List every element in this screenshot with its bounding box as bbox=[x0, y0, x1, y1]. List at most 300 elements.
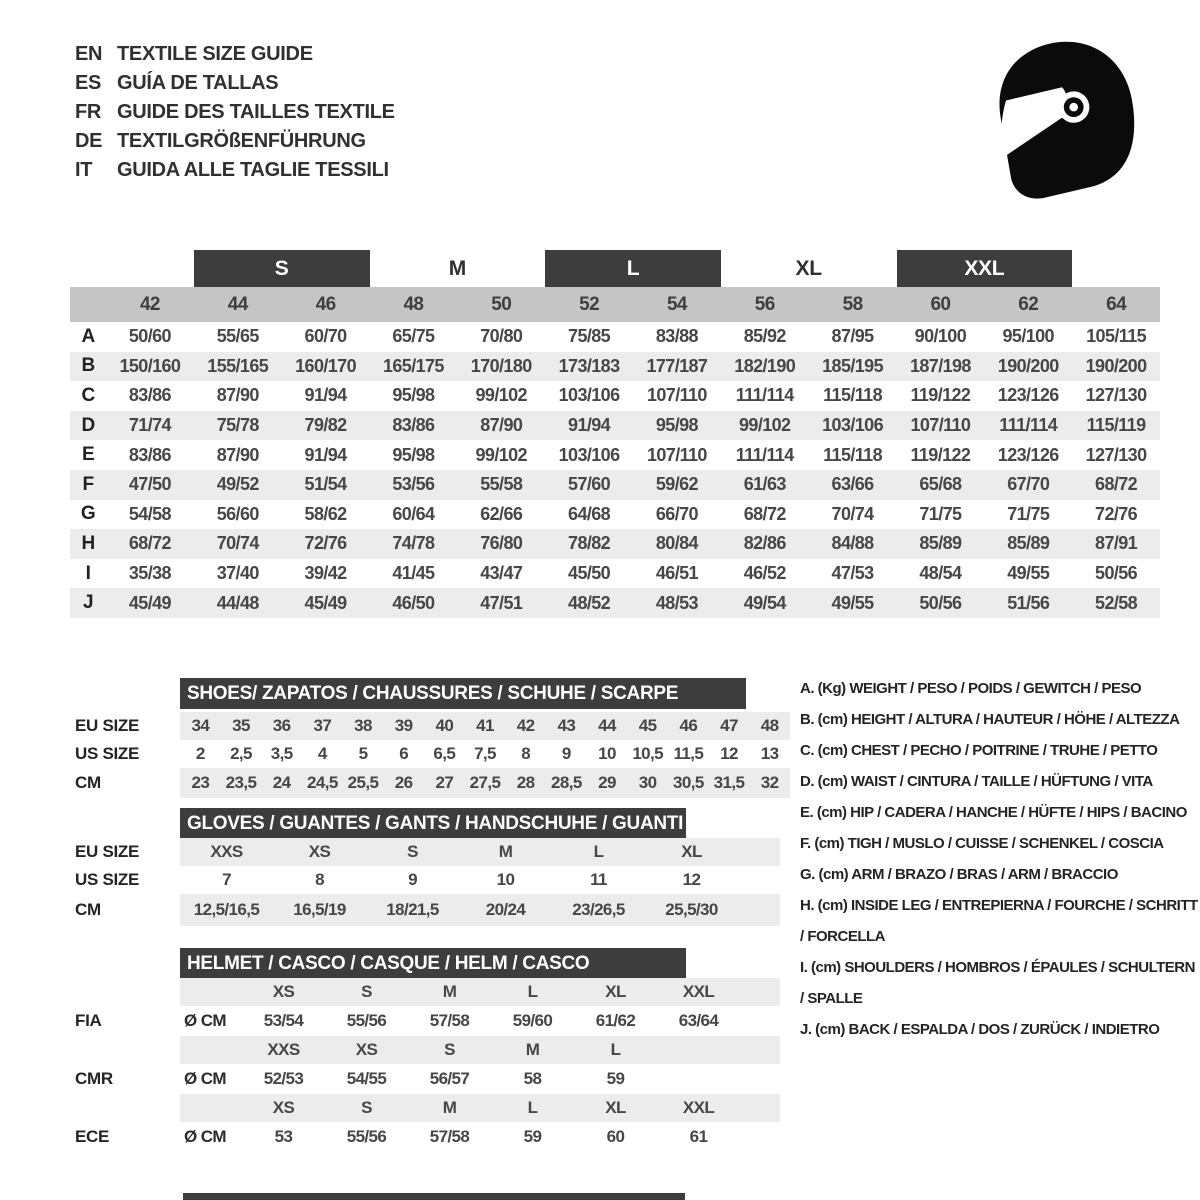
size-value: 10 bbox=[496, 870, 515, 889]
size-value: 6 bbox=[399, 744, 409, 763]
table-row bbox=[70, 322, 1160, 352]
table-row bbox=[70, 559, 1160, 589]
size-value: XS bbox=[308, 842, 331, 861]
size-value: 48/53 bbox=[655, 592, 698, 613]
legend-item: A. (Kg) WEIGHT / PESO / POIDS / GEWITCH / PESO bbox=[800, 680, 1142, 697]
size-value: 45 bbox=[638, 716, 657, 735]
language-title-list bbox=[75, 40, 395, 185]
table-row bbox=[70, 411, 1160, 441]
size-value: 42 bbox=[516, 716, 535, 735]
size-value: 16,5/19 bbox=[293, 900, 346, 919]
row-letter: C bbox=[81, 384, 95, 406]
gloves-section-title: GLOVES / GUANTES / GANTS / HANDSCHUHE / GUANTI bbox=[187, 812, 684, 834]
size-value: 46 bbox=[679, 716, 698, 735]
size-value: 65/68 bbox=[919, 474, 962, 495]
size-value: 91/94 bbox=[304, 385, 347, 406]
size-value: 87/95 bbox=[831, 326, 874, 347]
size-value: 170/180 bbox=[470, 355, 532, 376]
helmet-value: 53/54 bbox=[263, 1011, 304, 1030]
helmet-value: 61/62 bbox=[595, 1011, 636, 1030]
size-value: 52/58 bbox=[1095, 592, 1138, 613]
row-letter: F bbox=[82, 473, 94, 495]
cut-off-section-bar bbox=[183, 1193, 685, 1200]
size-value: 72/76 bbox=[304, 533, 347, 554]
numeric-size: 50 bbox=[491, 293, 512, 315]
size-value: 64/68 bbox=[568, 503, 611, 524]
helmet-values-band bbox=[180, 1006, 780, 1036]
size-value: S bbox=[407, 842, 418, 861]
numeric-size: 48 bbox=[403, 293, 424, 315]
size-value: 74/78 bbox=[392, 533, 435, 554]
helmet-size: L bbox=[527, 1098, 538, 1117]
size-group-xxl: XXL bbox=[897, 250, 1073, 287]
helmet-size: S bbox=[361, 1098, 372, 1117]
size-value: 5 bbox=[358, 744, 368, 763]
row-letter: D bbox=[81, 414, 95, 436]
size-value: 35 bbox=[232, 716, 250, 735]
size-value: 90/100 bbox=[914, 326, 967, 347]
shoes-row-band bbox=[180, 712, 790, 740]
row-letter: J bbox=[83, 592, 93, 614]
language-title: TEXTILGRÖßENFÜHRUNG bbox=[117, 130, 366, 152]
size-group-header-row bbox=[70, 250, 1160, 287]
size-value: 51/56 bbox=[1007, 592, 1050, 613]
helmet-section-header bbox=[180, 948, 686, 979]
size-value: 127/130 bbox=[1085, 444, 1147, 465]
row-letter: E bbox=[81, 444, 95, 466]
measurement-legend bbox=[800, 673, 1200, 1045]
language-row bbox=[75, 69, 395, 98]
size-value: 41/45 bbox=[392, 563, 435, 584]
size-value: 95/98 bbox=[392, 385, 435, 406]
size-value: 45/49 bbox=[128, 592, 171, 613]
helmet-value: 52/53 bbox=[263, 1069, 304, 1088]
size-value: 39/42 bbox=[304, 563, 347, 584]
size-value: 103/106 bbox=[558, 444, 620, 465]
row-letter: B bbox=[81, 355, 95, 377]
size-value: 23/26,5 bbox=[572, 900, 625, 919]
size-value: 60/64 bbox=[392, 503, 435, 524]
size-value: 71/75 bbox=[919, 503, 962, 524]
language-code: ES bbox=[75, 72, 102, 94]
row-letter: I bbox=[85, 562, 91, 584]
numeric-size: 44 bbox=[227, 293, 248, 315]
size-value: 70/80 bbox=[480, 326, 523, 347]
size-value: 2,5 bbox=[230, 744, 252, 763]
gloves-row-band bbox=[180, 894, 780, 926]
helmet-value bbox=[657, 1064, 740, 1094]
row-letter: A bbox=[81, 325, 95, 347]
helmet-value: 54/55 bbox=[346, 1069, 387, 1088]
shoes-row-label: US SIZE bbox=[75, 744, 140, 763]
table-row bbox=[70, 352, 1160, 382]
helmet-size: M bbox=[442, 982, 457, 1001]
helmet-value: 56/57 bbox=[429, 1069, 470, 1088]
helmet-size: XS bbox=[355, 1040, 378, 1059]
size-value: 79/82 bbox=[304, 415, 347, 436]
helmet-value: 61 bbox=[689, 1127, 708, 1146]
size-value: 50/56 bbox=[919, 592, 962, 613]
size-value: 50/60 bbox=[128, 326, 171, 347]
helmet-standard-label: ECE bbox=[75, 1127, 110, 1146]
legend-item: B. (cm) HEIGHT / ALTURA / HAUTEUR / HÖHE / ALTEZZA bbox=[800, 711, 1180, 728]
size-value: 45/49 bbox=[304, 592, 347, 613]
size-group-l: L bbox=[545, 250, 721, 287]
size-value: 23,5 bbox=[225, 773, 257, 792]
helmet-value: 60 bbox=[606, 1127, 625, 1146]
size-value: 37 bbox=[313, 716, 332, 735]
size-value: 66/70 bbox=[655, 503, 698, 524]
size-value: 65/75 bbox=[392, 326, 435, 347]
language-code: FR bbox=[75, 101, 102, 123]
size-value: 47/50 bbox=[128, 474, 171, 495]
table-row bbox=[70, 381, 1160, 411]
size-value: 107/110 bbox=[646, 385, 707, 406]
helmet-size: S bbox=[361, 982, 372, 1001]
size-value: 165/175 bbox=[382, 355, 444, 376]
size-value: 61/63 bbox=[743, 474, 786, 495]
unit-spacer bbox=[180, 1094, 242, 1122]
size-value: 51/54 bbox=[304, 474, 347, 495]
legend-item: H. (cm) INSIDE LEG / ENTREPIERNA / FOURCHE / SCHRITT / FORCELLA bbox=[800, 897, 1198, 945]
size-value: 80/84 bbox=[655, 533, 698, 554]
size-value: 95/98 bbox=[392, 444, 435, 465]
language-row bbox=[75, 156, 395, 185]
legend-item: I. (cm) SHOULDERS / HOMBROS / ÉPAULES / SCHULTERN / SPALLE bbox=[800, 959, 1195, 1007]
table-row bbox=[70, 470, 1160, 500]
shoes-row-label: CM bbox=[75, 773, 101, 792]
helmet-sizes-band bbox=[180, 1094, 780, 1122]
racing-helmet-icon bbox=[978, 28, 1143, 206]
legend-item: G. (cm) ARM / BRAZO / BRAS / ARM / BRACCIO bbox=[800, 866, 1118, 883]
size-value: 45/50 bbox=[568, 563, 611, 584]
helmet-section-title: HELMET / CASCO / CASQUE / HELM / CASCO bbox=[187, 952, 590, 974]
size-value: 107/110 bbox=[646, 444, 707, 465]
size-value: 83/88 bbox=[655, 326, 698, 347]
size-value: 39 bbox=[394, 716, 413, 735]
size-value: 7 bbox=[222, 870, 231, 889]
helmet-value: 59 bbox=[523, 1127, 542, 1146]
language-code: EN bbox=[75, 43, 103, 65]
shoes-section-title: SHOES/ ZAPATOS / CHAUSSURES / SCHUHE / SCARPE bbox=[187, 682, 679, 704]
numeric-size: 64 bbox=[1106, 293, 1127, 315]
size-value: 91/94 bbox=[304, 444, 347, 465]
size-value: 30,5 bbox=[672, 773, 704, 792]
size-value: 49/54 bbox=[743, 592, 786, 613]
size-value: 57/60 bbox=[568, 474, 611, 495]
size-value: 68/72 bbox=[743, 503, 786, 524]
size-value: 173/183 bbox=[558, 355, 620, 376]
size-value: 87/90 bbox=[216, 444, 259, 465]
size-value: 91/94 bbox=[568, 415, 611, 436]
size-value: 85/89 bbox=[919, 533, 962, 554]
size-value: 83/86 bbox=[128, 385, 171, 406]
helmet-size: XS bbox=[272, 982, 295, 1001]
legend-item: J. (cm) BACK / ESPALDA / DOS / ZURÜCK / INDIETRO bbox=[800, 1021, 1160, 1038]
language-title: GUIDA ALLE TAGLIE TESSILI bbox=[117, 159, 389, 181]
size-value: 46/50 bbox=[392, 592, 435, 613]
diameter-unit: Ø CM bbox=[184, 1069, 226, 1088]
size-value: 6,5 bbox=[433, 744, 456, 763]
table-row bbox=[70, 440, 1160, 470]
size-value: 4 bbox=[317, 744, 327, 763]
size-value: 99/102 bbox=[739, 415, 791, 436]
size-value: 8 bbox=[521, 744, 531, 763]
size-value: 38 bbox=[354, 716, 372, 735]
size-value: 87/90 bbox=[216, 385, 259, 406]
helmet-value: 59/60 bbox=[512, 1011, 553, 1030]
size-value: 46/51 bbox=[655, 563, 698, 584]
size-value: 12 bbox=[720, 744, 738, 763]
size-value: 95/98 bbox=[655, 415, 698, 436]
table-row bbox=[70, 529, 1160, 559]
size-value: 87/90 bbox=[480, 415, 523, 436]
language-code: DE bbox=[75, 130, 103, 152]
size-group-xl: XL bbox=[795, 256, 822, 280]
size-value: 182/190 bbox=[734, 355, 796, 376]
size-value: 9 bbox=[561, 744, 571, 763]
size-group-s: S bbox=[194, 250, 370, 287]
size-value: 29 bbox=[598, 773, 616, 792]
size-value: 32 bbox=[760, 773, 779, 792]
size-value: 103/106 bbox=[558, 385, 620, 406]
size-value: 58/62 bbox=[304, 503, 347, 524]
size-value: 13 bbox=[760, 744, 779, 763]
helmet-size: M bbox=[442, 1098, 457, 1117]
size-value: 55/65 bbox=[216, 326, 259, 347]
shoes-row-band bbox=[180, 768, 790, 798]
helmet-value: 63/64 bbox=[678, 1011, 719, 1030]
table-row bbox=[70, 588, 1160, 618]
gloves-row-label: US SIZE bbox=[75, 870, 140, 889]
size-value: 3,5 bbox=[270, 744, 293, 763]
size-value: 12,5/16,5 bbox=[193, 900, 260, 919]
size-value: 30 bbox=[638, 773, 657, 792]
size-value: 49/55 bbox=[1007, 563, 1050, 584]
size-value: 83/86 bbox=[392, 415, 435, 436]
helmet-value: 59 bbox=[606, 1069, 625, 1088]
size-value: 48/52 bbox=[568, 592, 611, 613]
size-value: 85/92 bbox=[743, 326, 786, 347]
size-value: 25,5 bbox=[347, 773, 379, 792]
size-value: 185/195 bbox=[822, 355, 884, 376]
gloves-row-label: CM bbox=[75, 900, 101, 919]
size-value: 18/21,5 bbox=[386, 900, 439, 919]
size-value: 123/126 bbox=[997, 444, 1059, 465]
size-value: 34 bbox=[191, 716, 210, 735]
shoes-section-header bbox=[180, 678, 746, 709]
size-value: XXS bbox=[210, 842, 243, 861]
size-value: 12 bbox=[682, 870, 701, 889]
size-value: 95/100 bbox=[1002, 326, 1054, 347]
size-value: 10 bbox=[598, 744, 616, 763]
size-value: 83/86 bbox=[128, 444, 171, 465]
size-value: 75/85 bbox=[568, 326, 611, 347]
gloves-row-label: EU SIZE bbox=[75, 842, 140, 861]
helmet-value: 55/56 bbox=[346, 1011, 387, 1030]
size-value: 47/53 bbox=[831, 563, 874, 584]
size-value: XL bbox=[681, 842, 702, 861]
size-value: 53/56 bbox=[392, 474, 435, 495]
unit-spacer bbox=[180, 978, 242, 1006]
size-value: M bbox=[498, 842, 513, 861]
helmet-size: XL bbox=[605, 1098, 626, 1117]
numeric-size: 52 bbox=[579, 293, 600, 315]
helmet-values-band bbox=[180, 1064, 780, 1094]
helmet-value: 53 bbox=[274, 1127, 293, 1146]
size-value: 11 bbox=[590, 870, 607, 889]
language-row bbox=[75, 127, 395, 156]
size-value: 119/122 bbox=[910, 444, 971, 465]
size-value: 47/51 bbox=[480, 592, 523, 613]
size-value: 123/126 bbox=[997, 385, 1059, 406]
helmet-value: 57/58 bbox=[429, 1127, 470, 1146]
size-value: 11,5 bbox=[673, 744, 704, 763]
size-value: 99/102 bbox=[475, 444, 527, 465]
size-value: 62/66 bbox=[480, 503, 523, 524]
size-value: 63/66 bbox=[831, 474, 874, 495]
helmet-standard-label: FIA bbox=[75, 1011, 102, 1030]
helmet-sizes-band bbox=[180, 978, 780, 1006]
language-title: TEXTILE SIZE GUIDE bbox=[117, 43, 313, 65]
helmet-size: M bbox=[525, 1040, 540, 1059]
gloves-section-header bbox=[180, 808, 686, 839]
size-value: 27 bbox=[435, 773, 454, 792]
size-value: 105/115 bbox=[1086, 326, 1147, 347]
diameter-unit: Ø CM bbox=[184, 1011, 226, 1030]
numeric-size: 46 bbox=[315, 293, 336, 315]
helmet-value: 55/56 bbox=[346, 1127, 387, 1146]
size-value: 37/40 bbox=[216, 563, 259, 584]
size-value: 115/119 bbox=[1086, 415, 1146, 436]
legend-item: E. (cm) HIP / CADERA / HANCHE / HÜFTE / HIPS / BACINO bbox=[800, 804, 1187, 821]
size-value: 60/70 bbox=[304, 326, 347, 347]
helmet-value: 58 bbox=[523, 1069, 542, 1088]
helmet-size: S bbox=[444, 1040, 455, 1059]
legend-item: F. (cm) TIGH / MUSLO / CUISSE / SCHENKEL / COSCIA bbox=[800, 835, 1164, 852]
size-value: 107/110 bbox=[910, 415, 971, 436]
helmet-values-band bbox=[180, 1122, 780, 1152]
size-value: 10,5 bbox=[632, 744, 663, 763]
size-value: 115/118 bbox=[823, 385, 883, 406]
helmet-size: XS bbox=[272, 1098, 295, 1117]
legend-item: D. (cm) WAIST / CINTURA / TAILLE / HÜFTUNG / VITA bbox=[800, 773, 1153, 790]
gloves-row-band bbox=[180, 866, 780, 894]
size-value: 155/165 bbox=[207, 355, 269, 376]
row-letter: H bbox=[81, 532, 95, 554]
size-value: 50/56 bbox=[1095, 563, 1138, 584]
language-row bbox=[75, 40, 395, 69]
helmet-size: XXL bbox=[682, 982, 715, 1001]
size-value: 76/80 bbox=[480, 533, 523, 554]
size-value: 111/114 bbox=[735, 444, 794, 465]
size-value: 119/122 bbox=[910, 385, 971, 406]
language-title: GUIDE DES TAILLES TEXTILE bbox=[117, 101, 395, 123]
table-row bbox=[70, 500, 1160, 530]
size-value: 67/70 bbox=[1007, 474, 1050, 495]
size-value: 84/88 bbox=[831, 533, 874, 554]
size-value: 28 bbox=[516, 773, 535, 792]
size-value: 47 bbox=[720, 716, 738, 735]
helmet-value: 57/58 bbox=[429, 1011, 470, 1030]
size-value: 71/75 bbox=[1007, 503, 1050, 524]
size-value: 23 bbox=[191, 773, 210, 792]
size-value: 127/130 bbox=[1085, 385, 1147, 406]
diameter-unit: Ø CM bbox=[184, 1127, 226, 1146]
size-value: 70/74 bbox=[216, 533, 259, 554]
size-value: 20/24 bbox=[485, 900, 526, 919]
size-value: 44 bbox=[598, 716, 616, 735]
size-value: 41 bbox=[476, 716, 494, 735]
size-value: 7,5 bbox=[474, 744, 496, 763]
size-value: 82/86 bbox=[743, 533, 786, 554]
size-value: 36 bbox=[272, 716, 291, 735]
shoes-row-band bbox=[180, 740, 790, 768]
size-value: 190/200 bbox=[1085, 355, 1147, 376]
size-value: 150/160 bbox=[119, 355, 181, 376]
numeric-size: 56 bbox=[754, 293, 775, 315]
shoes-row-label: EU SIZE bbox=[75, 716, 140, 735]
helmet-size: L bbox=[610, 1040, 621, 1059]
helmet-size: XL bbox=[605, 982, 626, 1001]
size-value: 55/58 bbox=[480, 474, 523, 495]
size-value: 99/102 bbox=[475, 385, 527, 406]
size-value: 56/60 bbox=[216, 503, 259, 524]
size-value: 111/114 bbox=[735, 385, 794, 406]
size-value: 111/114 bbox=[999, 415, 1058, 436]
numeric-size: 58 bbox=[842, 293, 863, 315]
measurement-table bbox=[70, 322, 1160, 618]
size-value: 54/58 bbox=[128, 503, 171, 524]
size-value: 25,5/30 bbox=[665, 900, 718, 919]
size-value: 68/72 bbox=[1095, 474, 1138, 495]
size-value: 2 bbox=[195, 744, 205, 763]
size-value: 160/170 bbox=[295, 355, 357, 376]
size-value: 46/52 bbox=[743, 563, 786, 584]
helmet-size: XXL bbox=[682, 1098, 715, 1117]
size-value: 59/62 bbox=[655, 474, 698, 495]
corner-cell bbox=[70, 287, 106, 322]
size-value: 115/118 bbox=[823, 444, 883, 465]
size-value: 43 bbox=[557, 716, 576, 735]
unit-spacer bbox=[180, 1036, 242, 1064]
numeric-size-band bbox=[70, 287, 1160, 322]
size-value: 177/187 bbox=[646, 355, 708, 376]
size-group-m: M bbox=[448, 256, 466, 280]
language-title: GUÍA DE TALLAS bbox=[117, 72, 279, 94]
size-value: 78/82 bbox=[568, 533, 611, 554]
gloves-row-band bbox=[180, 838, 780, 866]
size-value: 190/200 bbox=[997, 355, 1059, 376]
helmet-size bbox=[657, 1036, 740, 1064]
language-code: IT bbox=[75, 159, 93, 181]
size-value: 187/198 bbox=[909, 355, 971, 376]
helmet-size: L bbox=[527, 982, 538, 1001]
size-value: 72/76 bbox=[1095, 503, 1138, 524]
helmet-size: XXS bbox=[267, 1040, 300, 1059]
size-value: 68/72 bbox=[128, 533, 171, 554]
size-value: 70/74 bbox=[831, 503, 874, 524]
row-letter: G bbox=[80, 503, 96, 525]
size-value: 75/78 bbox=[216, 415, 259, 436]
size-value: 8 bbox=[315, 870, 324, 889]
legend-item: C. (cm) CHEST / PECHO / POITRINE / TRUHE / PETTO bbox=[800, 742, 1158, 759]
language-row bbox=[75, 98, 395, 127]
size-value: 24 bbox=[272, 773, 291, 792]
numeric-size: 54 bbox=[666, 293, 687, 315]
size-value: 43/47 bbox=[480, 563, 523, 584]
size-value: 48/54 bbox=[919, 563, 962, 584]
